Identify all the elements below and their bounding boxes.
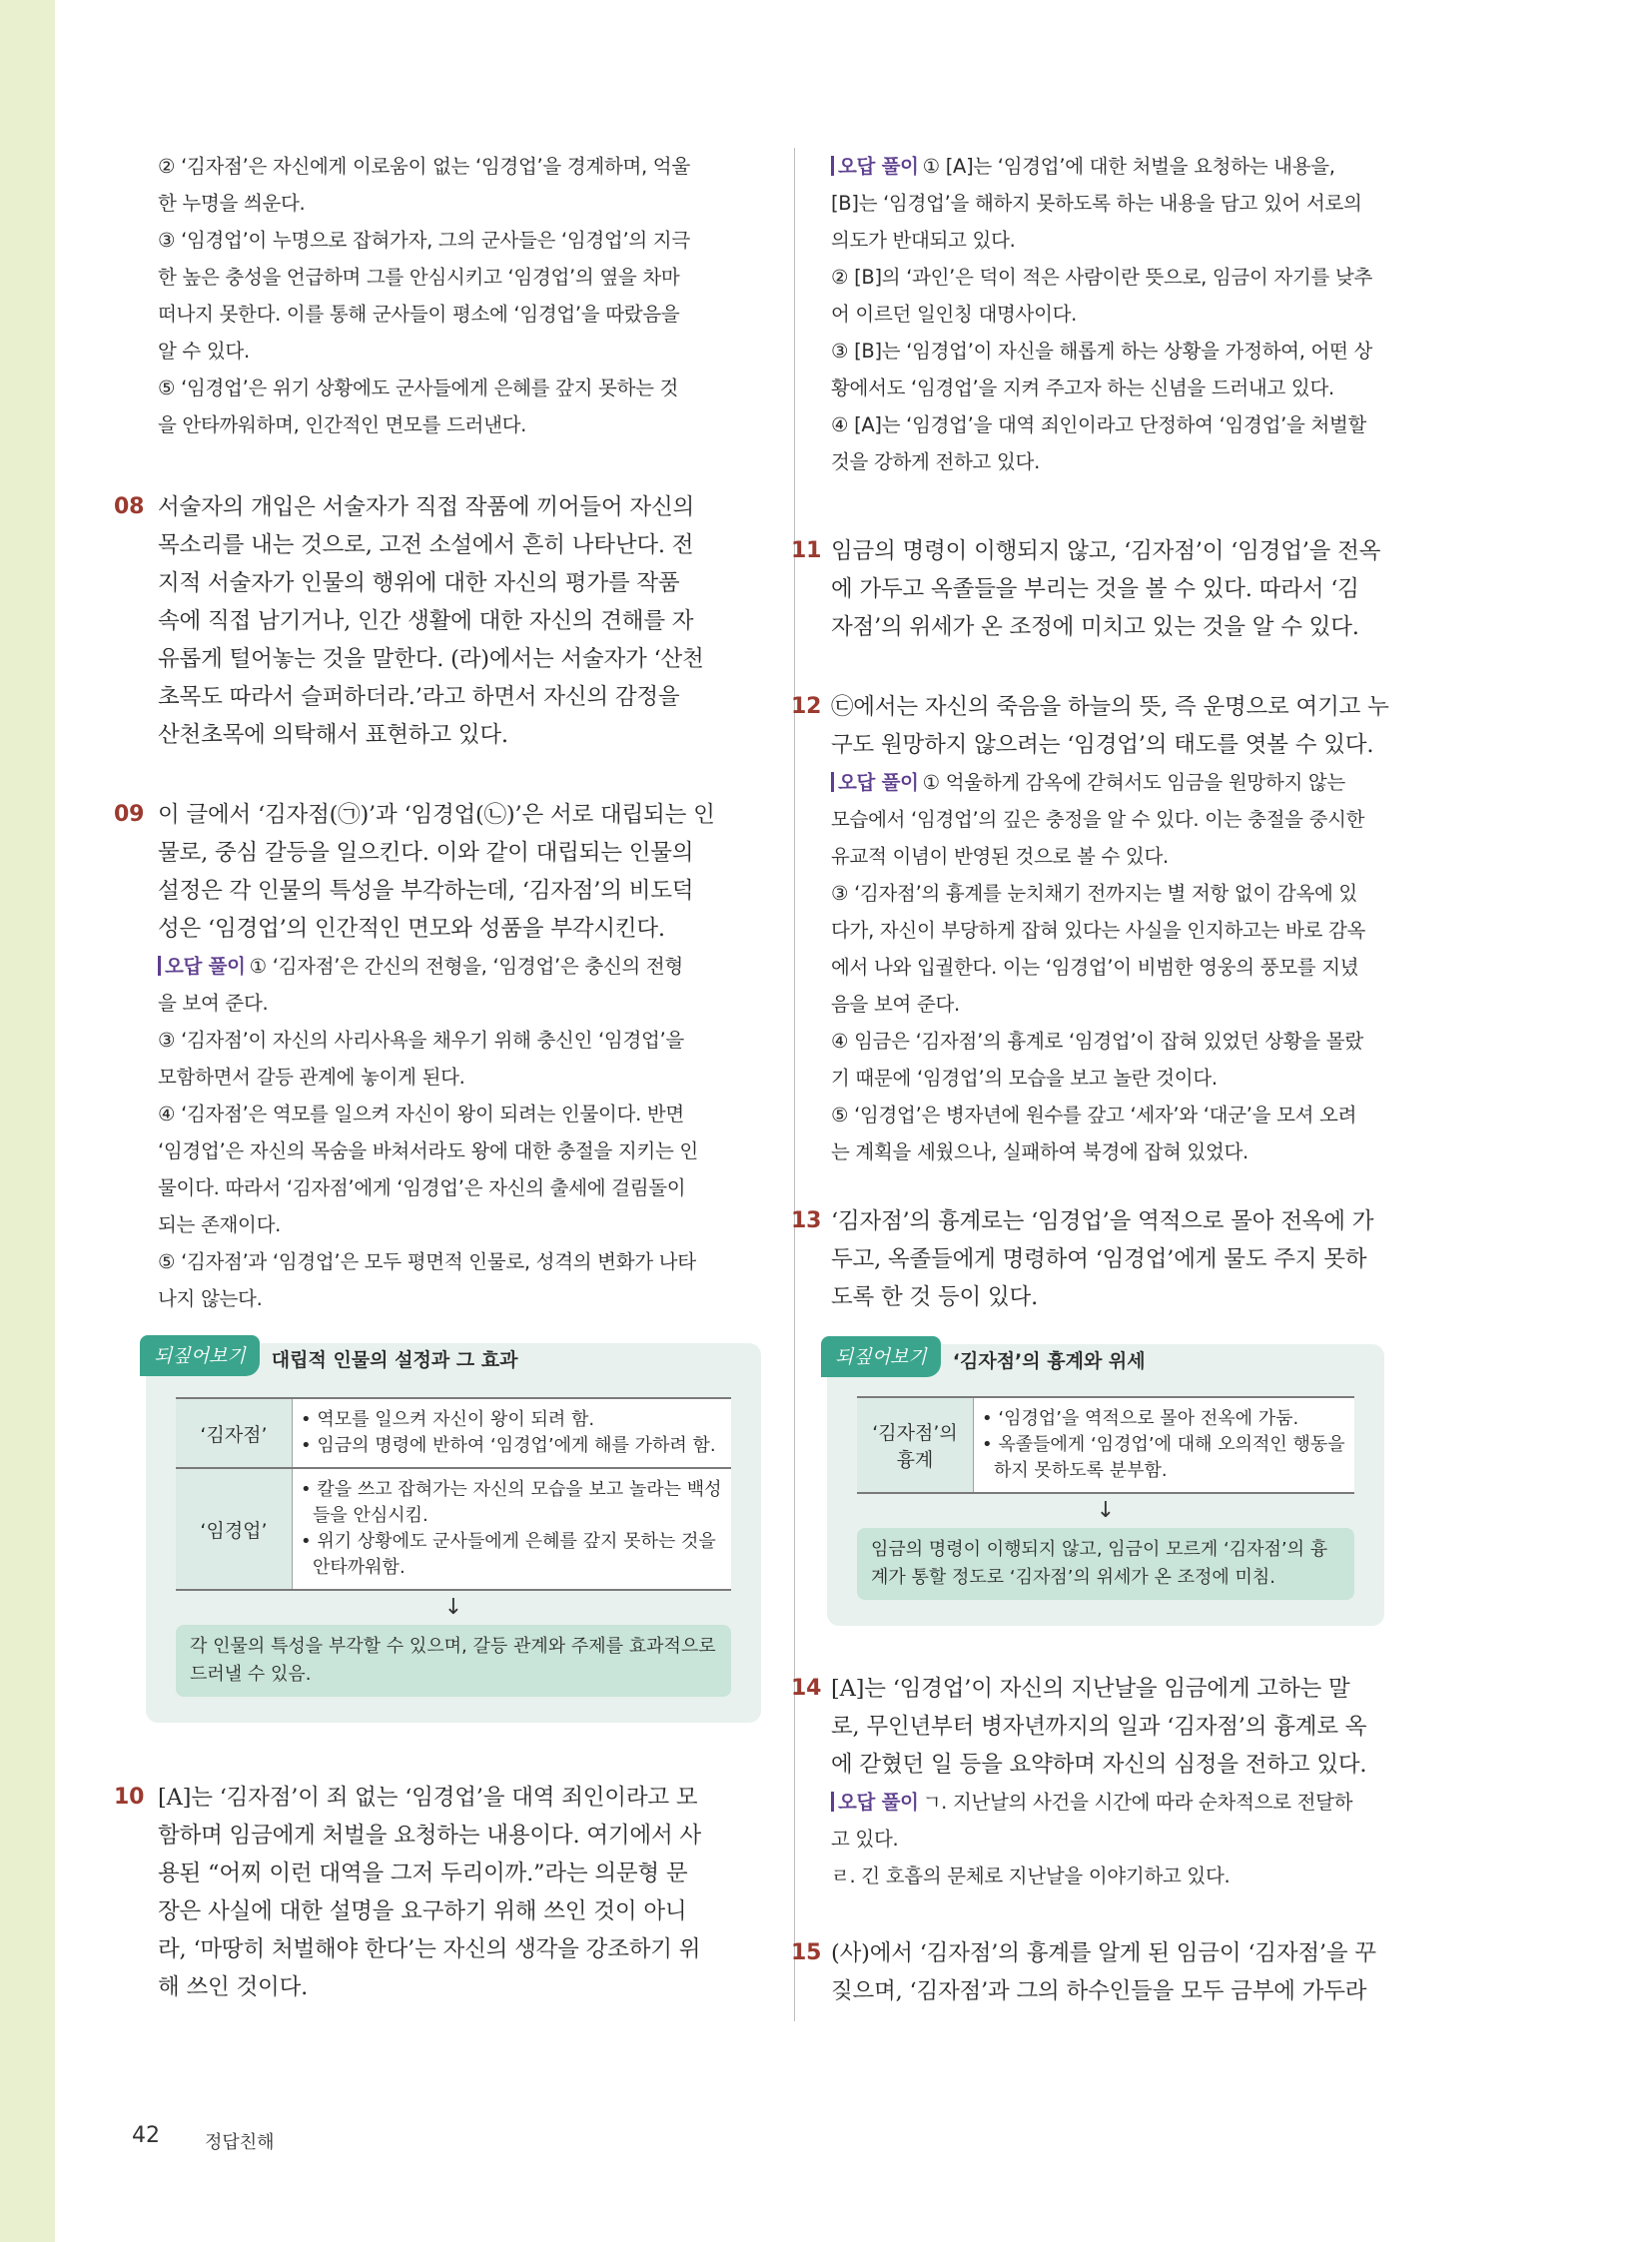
scheme-table	[857, 1396, 1354, 1494]
question-12	[791, 688, 1438, 764]
option-line: 는 계획을 세웠으나, 실패하여 북경에 잡혀 있었다.	[831, 1140, 1248, 1163]
answer-line: 지적 서술자가 인물의 행위에 대한 자신의 평가를 작품	[158, 570, 680, 596]
review-summary: 각 인물의 특성을 부각할 수 있으며, 갈등 관계와 주제를 효과적으로 드러낼 수 있음.	[176, 1625, 731, 1697]
answer-line: 두고, 옥졸들에게 명령하여 ‘임경업’에게 물도 주지 못하	[831, 1246, 1367, 1272]
page-side-band	[0, 0, 55, 2242]
option-line: ‘임경업’은 자신의 목숨을 바쳐서라도 왕에 대한 충절을 지키는 인	[158, 1139, 698, 1162]
q10-wrong-explanations	[831, 148, 1438, 480]
option-line: ④ 임금은 ‘김자점’의 흉계로 ‘임경업’이 잡혀 있었던 상황을 몰랐	[831, 1030, 1363, 1053]
option-line: 다가, 자신이 부당하게 잡혀 있다는 사실을 인지하고는 바로 감옥	[831, 919, 1366, 942]
review-box-title: ‘김자점’의 흉계와 위세	[952, 1350, 1146, 1372]
answer-line: ‘김자점’의 흉계로는 ‘임경업’을 역적으로 몰아 전옥에 가	[831, 1208, 1374, 1234]
column-divider	[794, 148, 795, 2021]
answer-line: 속에 직접 남기거나, 인간 생활에 대한 자신의 견해를 자	[158, 608, 694, 634]
option-line: ④ [A]는 ‘임경업’을 대역 죄인이라고 단정하여 ‘임경업’을 처벌할	[831, 413, 1367, 436]
review-box-title: 대립적 인물의 설정과 그 효과	[271, 1349, 518, 1371]
question-number: 12	[791, 694, 822, 719]
option-line: 물이다. 따라서 ‘김자점’에게 ‘임경업’은 자신의 출세에 걸림돌이	[158, 1176, 686, 1199]
answer-line: 라, ‘마땅히 처벌해야 한다’는 자신의 생각을 강조하기 위	[158, 1936, 701, 1962]
review-box-scheme	[827, 1344, 1384, 1626]
option-line: 한 누명을 씌운다.	[158, 192, 306, 215]
answer-line: 물로, 중심 갈등을 일으킨다. 이와 같이 대립되는 인물의	[158, 840, 694, 866]
row-content	[974, 1397, 1355, 1493]
odap-tag: 오답 풀이	[158, 955, 246, 978]
answer-line: 로, 무인년부터 병자년까지의 일과 ‘김자점’의 흉계로 옥	[831, 1714, 1367, 1740]
answer-line: [A]는 ‘김자점’이 죄 없는 ‘임경업’을 대역 죄인이라고 모	[158, 1785, 698, 1811]
option-line: 모습에서 ‘임경업’의 깊은 충정을 알 수 있다. 이는 충절을 중시한	[831, 808, 1365, 831]
question-15	[791, 1934, 1438, 2010]
answer-line: [A]는 ‘임경업’이 자신의 지난날을 임금에게 고하는 말	[831, 1676, 1350, 1702]
bullet-item: • 옥졸들에게 ‘임경업’에 대해 오의적인 행동을 하지 못하도록 분부함.	[982, 1434, 1345, 1481]
option-line: 오답 풀이 ① [A]는 ‘임경업’에 대한 처벌을 요청하는 내용을,	[831, 148, 1438, 185]
option-line: 한 높은 충성을 언급하며 그를 안심시키고 ‘임경업’의 옆을 차마	[158, 266, 680, 289]
option-line: 유교적 이념이 반영된 것으로 볼 수 있다.	[831, 845, 1169, 868]
row-content	[293, 1398, 732, 1468]
review-box-header	[140, 1335, 518, 1376]
right-column	[791, 148, 1438, 2010]
answer-line: 도록 한 것 등이 있다.	[831, 1284, 1039, 1310]
answer-line: 유롭게 털어놓는 것을 말한다. (라)에서는 서술자가 ‘산천	[158, 646, 704, 672]
option-line: ③ ‘김자점’이 자신의 사리사욕을 채우기 위해 충신인 ‘임경업’을	[158, 1029, 684, 1052]
answer-line: 이 글에서 ‘김자점(㉠)’과 ‘임경업(㉡)’은 서로 대립되는 인	[158, 802, 715, 828]
odap-tag: 오답 풀이	[831, 155, 919, 178]
option-line: 오답 풀이 ① 억울하게 감옥에 갇혀서도 임금을 원망하지 않는	[831, 764, 1438, 801]
option-line: ⑤ ‘김자점’과 ‘임경업’은 모두 평면적 인물로, 성격의 변화가 나타	[158, 1250, 696, 1273]
option-line: ② ‘김자점’은 자신에게 이로움이 없는 ‘임경업’을 경계하며, 억울	[158, 155, 690, 178]
review-pill: 되짚어보기	[140, 1335, 260, 1376]
review-summary: 임금의 명령이 이행되지 않고, 임금이 모르게 ‘김자점’의 흉계가 통할 정도로 ‘김자점’의 위세가 온 조정에 미침.	[857, 1528, 1354, 1600]
question-11	[791, 532, 1438, 646]
bullet-item: • 위기 상황에도 군사들에게 은혜를 갚지 못하는 것을 안타까워함.	[301, 1531, 716, 1578]
option-line: 에서 나와 입궐한다. 이는 ‘임경업’이 비범한 영웅의 풍모를 지녔	[831, 956, 1359, 979]
row-label: ‘김자점’의 흉계	[857, 1397, 974, 1493]
q09-wrong-explanations	[158, 948, 759, 1317]
answer-line: 장은 사실에 대한 설명을 요구하기 위해 쓰인 것이 아니	[158, 1898, 687, 1924]
option-line: 알 수 있다.	[158, 340, 250, 363]
option-line: 것을 강하게 전하고 있다.	[831, 450, 1040, 473]
answer-line: 임금의 명령이 이행되지 않고, ‘김자점’이 ‘임경업’을 전옥	[831, 538, 1381, 564]
row-content	[293, 1468, 732, 1590]
answer-line: 자점’의 위세가 온 조정에 미치고 있는 것을 알 수 있다.	[831, 614, 1359, 640]
odap-tag: 오답 풀이	[831, 1791, 919, 1814]
down-arrow-icon: ↓	[1096, 1498, 1116, 1523]
question-14	[791, 1670, 1438, 1784]
review-pill: 되짚어보기	[821, 1336, 941, 1377]
option-line: ③ ‘임경업’이 누명으로 잡혀가자, 그의 군사들은 ‘임경업’의 지극	[158, 229, 690, 252]
question-number: 10	[114, 1785, 145, 1810]
answer-line: ㉢에서는 자신의 죽음을 하늘의 뜻, 즉 운명으로 여기고 누	[831, 694, 1389, 720]
answer-line: 성은 ‘임경업’의 인간적인 면모와 성품을 부각시킨다.	[158, 916, 665, 942]
answer-line: 에 갇혔던 일 등을 요약하며 자신의 심정을 전하고 있다.	[831, 1752, 1367, 1778]
answer-line: 함하며 임금에게 처벌을 요청하는 내용이다. 여기에서 사	[158, 1823, 701, 1849]
section-title: 정답친해	[205, 2132, 275, 2153]
answer-line: 용된 “어찌 이런 대역을 그저 두리이까.”라는 의문형 문	[158, 1861, 688, 1886]
question-08	[114, 488, 759, 754]
question-number: 08	[114, 494, 145, 519]
character-table	[176, 1397, 731, 1591]
question-13	[791, 1202, 1438, 1316]
question-09	[114, 796, 759, 948]
option-line: 황에서도 ‘임경업’을 지켜 주고자 하는 신념을 드러내고 있다.	[831, 376, 1334, 399]
option-line: ⑤ ‘임경업’은 위기 상황에도 군사들에게 은혜를 갚지 못하는 것	[158, 376, 679, 399]
answer-line: 해 쓰인 것이다.	[158, 1974, 309, 2000]
option-line: ⑤ ‘임경업’은 병자년에 원수를 갚고 ‘세자’와 ‘대군’을 모셔 오려	[831, 1104, 1357, 1126]
option-line: 떠나지 못한다. 이를 통해 군사들이 평소에 ‘임경업’을 따랐음을	[158, 303, 680, 326]
odap-tag: 오답 풀이	[831, 771, 919, 794]
answer-line: 목소리를 내는 것으로, 고전 소설에서 흔히 나타난다. 전	[158, 532, 694, 558]
table-row	[176, 1398, 731, 1468]
option-line: 음을 보여 준다.	[831, 993, 960, 1016]
option-line: ③ ‘김자점’의 흉계를 눈치채기 전까지는 별 저항 없이 감옥에 있	[831, 882, 1357, 905]
option-line: ㄹ. 긴 호흡의 문체로 지난날을 이야기하고 있다.	[831, 1865, 1231, 1887]
bullet-item: • 칼을 쓰고 잡혀가는 자신의 모습을 보고 놀라는 백성들을 안심시킴.	[301, 1479, 722, 1526]
answer-line: 구도 원망하지 않으려는 ‘임경업’의 태도를 엿볼 수 있다.	[831, 732, 1374, 758]
option-line: ② [B]의 ‘과인’은 덕이 적은 사람이란 뜻으로, 임금이 자기를 낮추	[831, 266, 1373, 289]
option-line: 오답 풀이 ㄱ. 지난날의 사건을 시간에 따라 순차적으로 전달하	[831, 1784, 1438, 1821]
question-number: 09	[114, 802, 145, 827]
answer-line: 서술자의 개입은 서술자가 직접 작품에 끼어들어 자신의	[158, 494, 695, 520]
table-row	[176, 1468, 731, 1590]
question-10	[114, 1779, 759, 2006]
answer-line: 초목도 따라서 슬퍼하더라.’라고 하면서 자신의 감정을	[158, 684, 680, 710]
option-line: 의도가 반대되고 있다.	[831, 229, 1016, 252]
page-number: 42	[132, 2123, 160, 2148]
option-line: 기 때문에 ‘임경업’의 모습을 보고 놀란 것이다.	[831, 1067, 1218, 1090]
left-column	[114, 148, 759, 2006]
answer-line: (사)에서 ‘김자점’의 흉계를 알게 된 임금이 ‘김자점’을 꾸	[831, 1940, 1376, 1966]
table-row	[857, 1397, 1354, 1493]
option-line: 나지 않는다.	[158, 1287, 263, 1310]
q12-wrong-explanations	[831, 764, 1438, 1170]
question-number: 15	[791, 1940, 822, 1965]
option-line: 을 안타까워하며, 인간적인 면모를 드러낸다.	[158, 413, 527, 436]
row-label: ‘김자점’	[176, 1398, 293, 1468]
option-line: [B]는 ‘임경업’을 해하지 못하도록 하는 내용을 담고 있어 서로의	[831, 192, 1362, 215]
row-label: ‘임경업’	[176, 1468, 293, 1590]
option-line: 고 있다.	[831, 1828, 899, 1851]
review-box-header	[821, 1336, 1146, 1377]
review-box-characters	[146, 1343, 761, 1723]
option-line: ③ [B]는 ‘임경업’이 자신을 해롭게 하는 상황을 가정하여, 어떤 상	[831, 340, 1373, 363]
option-line: 어 이르던 일인칭 대명사이다.	[831, 303, 1078, 326]
bullet-item: • 임금의 명령에 반하여 ‘임경업’에게 해를 가하려 함.	[301, 1435, 716, 1456]
answer-line: 설정은 각 인물의 특성을 부각하는데, ‘김자점’의 비도덕	[158, 878, 694, 904]
answer-line: 짖으며, ‘김자점’과 그의 하수인들을 모두 금부에 가두라	[831, 1978, 1367, 2004]
option-line: ④ ‘김자점’은 역모를 일으켜 자신이 왕이 되려는 인물이다. 반면	[158, 1103, 684, 1125]
answer-line: 산천초목에 의탁해서 표현하고 있다.	[158, 722, 508, 748]
question-number: 13	[791, 1208, 822, 1233]
bullet-item: • 역모를 일으켜 자신이 왕이 되려 함.	[301, 1409, 595, 1430]
prev-answer-options	[158, 148, 759, 443]
option-line: 을 보여 준다.	[158, 992, 269, 1015]
option-line: 모함하면서 갈등 관계에 놓이게 된다.	[158, 1066, 465, 1089]
bullet-item: • ‘임경업’을 역적으로 몰아 전옥에 가둠.	[982, 1408, 1299, 1429]
option-line: 되는 존재이다.	[158, 1213, 282, 1236]
question-number: 11	[791, 538, 822, 563]
question-number: 14	[791, 1676, 822, 1701]
q14-wrong-explanations	[831, 1784, 1438, 1894]
down-arrow-icon: ↓	[443, 1595, 463, 1620]
option-line: 오답 풀이 ① ‘김자점’은 간신의 전형을, ‘임경업’은 충신의 전형	[158, 948, 759, 985]
answer-line: 에 가두고 옥졸들을 부리는 것을 볼 수 있다. 따라서 ‘김	[831, 576, 1359, 602]
